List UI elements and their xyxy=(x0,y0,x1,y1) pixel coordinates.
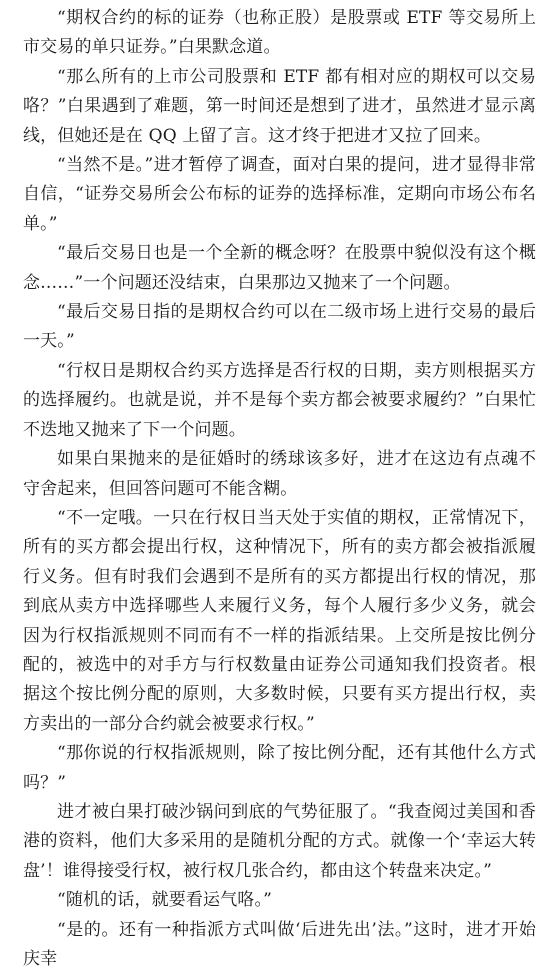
paragraph-etf-question: “那么所有的上市公司股票和 ETF 都有相对应的期权可以交易咯？”白果遇到了难题，第一时间还是想到了进才，虽然进才显示离线，但她还是在 QQ 上留了言。这才终于把进才又拉了回来。 xyxy=(23,66,536,146)
paragraph-random-assignment: 进才被白果打破沙锅问到底的气势征服了。“我查阅过美国和香港的资料，他们大多采用的是随机分配的方式。就像一个‘幸运大转盘’！谁得接受行权，被行权几张合约，都由这个转盘来决定。” xyxy=(23,801,536,881)
paragraph-last-trading-day-question: “最后交易日也是一个全新的概念呀？在股票中貌似没有这个概念……”一个问题还没结束，白果那边又抛来了一个问题。 xyxy=(23,243,536,293)
paragraph-last-trading-day-answer: “最后交易日指的是期权合约可以在二级市场上进行交易的最后一天。” xyxy=(23,302,536,352)
paragraph-luck: “随机的话，就要看运气咯。” xyxy=(57,890,272,911)
paragraph-underlying-security: “期权合约的标的证券（也称正股）是股票或 ETF 等交易所上市交易的单只证券。”白果默念道。 xyxy=(23,8,536,58)
paragraph-selection-standard: “当然不是。”进才暂停了调查，面对白果的提问，进才显得非常自信，“证券交易所会公布标的证券的选择标准，定期向市场公布名单。” xyxy=(23,155,536,234)
paragraph-exercise-day: “行权日是期权合约买方选择是否行权的日期，卖方则根据买方的选择履约。也就是说，并不是每个卖方都会被要求履约？”白果忙不迭地又抛来了下一个问题。 xyxy=(23,360,536,440)
paragraph-assignment-explanation: “不一定哦。一只在行权日当天处于实值的期权，正常情况下，所有的买方都会提出行权，这种情况下，所有的卖方都会被指派履行义务。但有时我们会遇到不是所有的买方都提出行权的情况，那到底从卖方中选择哪些人来履行义务，每个人履行多少义务，就会因为行权指派规则不同而有不一样的指派结果。上交所是按比例分配的，被选中的对手方与行权数量由证券公司通知我们投资者。根据这个按比例分配的原则，大多数时候，只要有买方提出行权，卖方卖出的一部分合约就会被要求行权。” xyxy=(23,507,536,734)
paragraph-narration: 如果白果抛来的是征婚时的绣球该多好，进才在这边有点魂不守舍起来，但回答问题可不能含糊。 xyxy=(23,449,536,499)
paragraph-assignment-rules-question: “那你说的行权指派规则，除了按比例分配，还有其他什么方式吗？” xyxy=(23,743,536,793)
paragraph-lifo: “是的。还有一种指派方式叫做‘后进先出’法。”这时，进才开始庆幸 xyxy=(23,919,536,969)
